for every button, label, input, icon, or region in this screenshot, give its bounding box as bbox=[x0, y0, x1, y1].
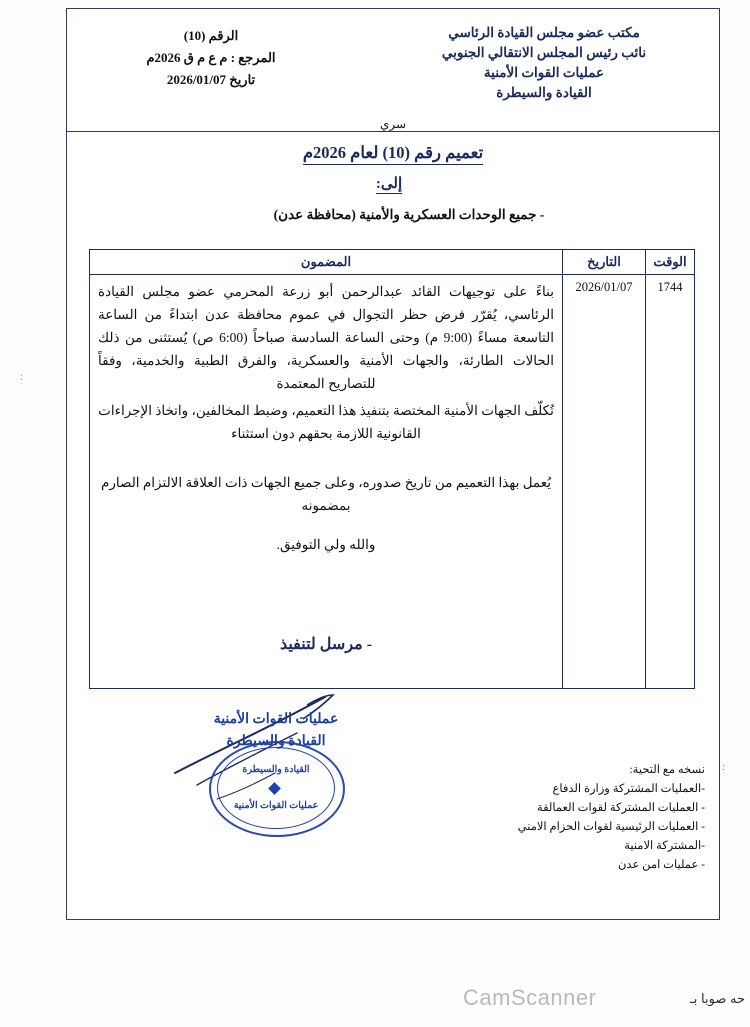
camscanner-watermark bbox=[455, 985, 745, 1015]
page-title bbox=[67, 143, 719, 163]
addressee-value: - جميع الوحدات العسكرية والأمنية (محافظة عدن) bbox=[273, 207, 545, 222]
camscanner-brand: CamScanner bbox=[463, 985, 597, 1010]
content-paragraph-3: يُعمل بهذا التعميم من تاريخ صدوره، وعلى جميع الجهات ذات العلاقة الالتزام الصارم بمضمونه bbox=[101, 475, 551, 513]
column-header-date: التاريخ bbox=[563, 250, 646, 275]
copies-item-3: - العمليات الرئيسية لقوات الحزام الامني bbox=[517, 821, 705, 833]
camscanner-arabic: حه صوبا بـ bbox=[690, 991, 745, 1006]
copies-list bbox=[415, 761, 705, 875]
copies-item-5: - عمليات امن عدن bbox=[617, 859, 705, 871]
column-header-time: الوقت bbox=[646, 250, 695, 275]
page-title-text: تعميم رقم (10) لعام 2026م bbox=[303, 143, 483, 165]
circular-table bbox=[89, 249, 695, 689]
copies-item-1: -العمليات المشتركة وزارة الدفاع bbox=[552, 783, 705, 795]
margin-mark-right: : bbox=[722, 762, 725, 773]
document-frame bbox=[66, 8, 720, 920]
reference-block bbox=[81, 25, 341, 91]
stamp-seal-bottom-text: عمليات القوات الأمنية bbox=[233, 801, 319, 811]
addressee-label bbox=[69, 174, 709, 193]
document-date: تاريخ 2026/01/07 bbox=[166, 72, 256, 87]
authority-line-3: عمليات القوات الأمنية bbox=[483, 65, 605, 80]
document-header bbox=[67, 19, 719, 119]
column-header-content: المضمون bbox=[90, 250, 563, 275]
content-paragraph-2: تُكلّف الجهات الأمنية المختصة بتنفيذ هذا التعميم، وضبط المخالفين، واتخاذ الإجراءات القانونية اللازمة بحقهم دون استثناء bbox=[98, 403, 554, 441]
document-reference: المرجع : م ع م ق 2026م bbox=[146, 50, 276, 65]
classification-label: سري bbox=[379, 117, 407, 131]
stamp-seal-top-text: القيادة والسيطرة bbox=[242, 765, 310, 775]
cell-content bbox=[90, 275, 563, 689]
stamp-diamond-icon bbox=[268, 782, 281, 795]
table-header-row bbox=[90, 250, 695, 275]
authority-line-4: القيادة والسيطرة bbox=[496, 85, 592, 100]
copies-item-4: -المشتركة الامنية bbox=[624, 840, 705, 852]
cell-time: 1744 bbox=[646, 275, 695, 689]
cell-date: 2026/01/07 bbox=[563, 275, 646, 689]
document-number: الرقم (10) bbox=[183, 28, 239, 43]
authority-line-2: نائب رئيس المجلس الانتقالي الجنوبي bbox=[441, 45, 647, 60]
issuing-authority bbox=[379, 23, 709, 103]
content-paragraph-4: والله ولي التوفيق. bbox=[276, 537, 376, 552]
content-paragraph-1: بناءً على توجيهات القائد عبدالرحمن أبو زرعة المحرمي عضو مجلس القيادة الرئاسي، يُقرّر فرض حظر التجوال في عموم محافظة عدن ابتداءً من الساعة التاسعة مساءً (9:00 م) وحتى الساعة السادسة صباحاً (6:00 ص) يُستثنى من ذلك الحالات الطارئة، والجهات الأمنية والعسكرية، والفرق الطبية والخدمية، وفقاً للتصاريح المعتمدة bbox=[98, 284, 554, 391]
margin-mark-left: : bbox=[20, 372, 23, 383]
signature-area bbox=[157, 681, 407, 881]
copies-label: نسخه مع التحية: bbox=[629, 764, 705, 776]
stamp-inner-circle bbox=[217, 747, 335, 829]
addressee-label-text: إلى: bbox=[375, 176, 403, 192]
authority-line-1: مكتب عضو مجلس القيادة الرئاسي bbox=[448, 25, 640, 40]
execution-note: - مرسل لتنفيذ bbox=[279, 636, 373, 653]
stamp-line-2: القيادة والسيطرة bbox=[226, 734, 326, 749]
table-row bbox=[90, 275, 695, 689]
header-divider bbox=[67, 131, 719, 132]
copies-item-2: - العمليات المشتركة لقوات العمالقة bbox=[536, 802, 705, 814]
official-stamp bbox=[187, 711, 365, 839]
stamp-line-1: عمليات القوات الأمنية bbox=[213, 712, 339, 727]
